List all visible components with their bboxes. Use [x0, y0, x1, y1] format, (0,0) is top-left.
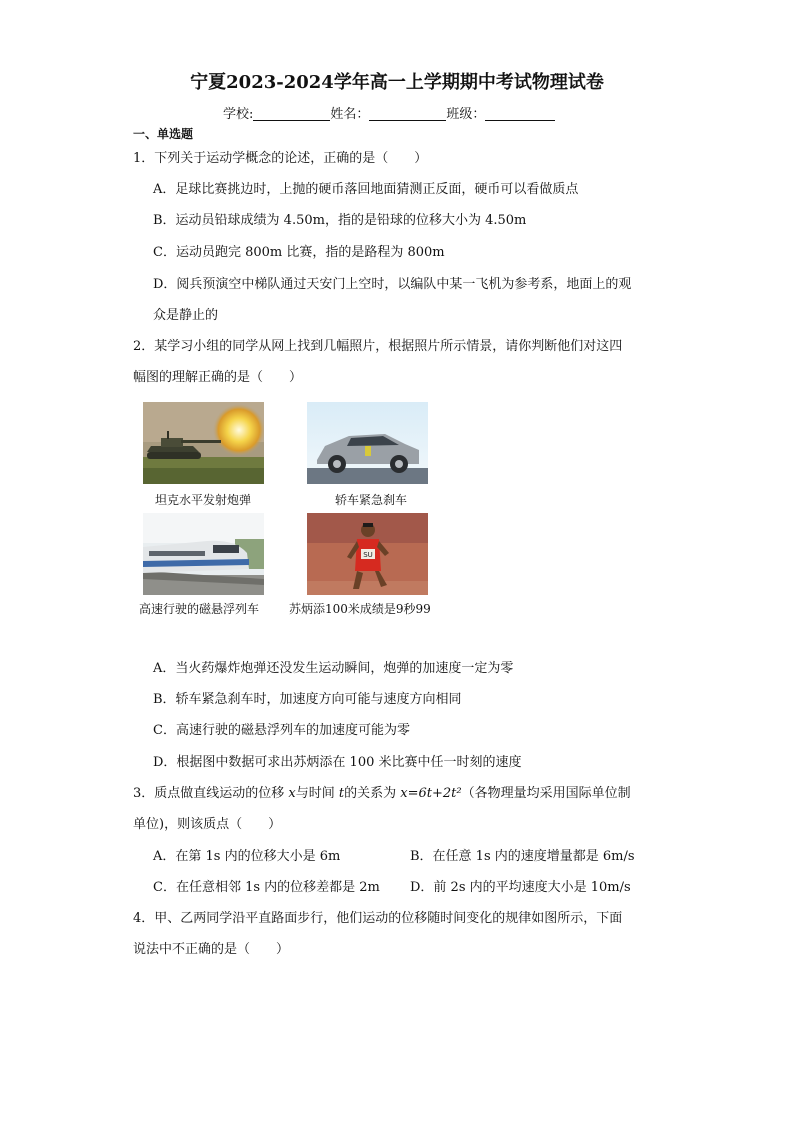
- school-label: 学校:: [223, 107, 254, 122]
- page-title: 宁夏2023-2024学年高一上学期期中考试物理试卷: [190, 72, 604, 93]
- bib-number: SU: [363, 551, 373, 559]
- q2-option-d: D．根据图中数据可求出苏炳添在 100 米比赛中任一时刻的速度: [153, 755, 522, 770]
- caption-tank: 坦克水平发射炮弹: [155, 493, 252, 507]
- q1-stem: 1．下列关于运动学概念的论述，正确的是（ ）: [133, 151, 428, 166]
- q3-stem-part: 的关系为: [344, 786, 401, 801]
- q2-option-b: B．轿车紧急刹车时，加速度方向可能与速度方向相同: [153, 692, 462, 707]
- section-heading: 一、单选题: [133, 127, 194, 141]
- q1-option-b: B．运动员铅球成绩为 4.50m，指的是铅球的位移大小为 4.50m: [153, 213, 527, 228]
- q3-stem: [133, 786, 631, 802]
- q1-option-a: A．足球比赛挑边时，上抛的硬币落回地面猜测正反面，硬币可以看做质点: [153, 182, 579, 197]
- student-info-line: [223, 103, 555, 122]
- q2-stem: 2．某学习小组的同学从网上找到几幅照片，根据照片所示情景，请你判断他们对这四: [133, 339, 623, 354]
- q3-stem-cont: 单位)，则该质点（ ）: [133, 817, 282, 832]
- q3-stem-part: 3．质点做直线运动的位移: [133, 786, 289, 801]
- q3-option-d: D．前 2s 内的平均速度大小是 10m/s: [410, 880, 631, 895]
- q1-option-c: C．运动员跑完 800m 比赛，指的是路程为 800m: [153, 245, 445, 260]
- q2-stem-cont: 幅图的理解正确的是（ ）: [133, 370, 303, 385]
- caption-maglev: 高速行驶的磁悬浮列车: [139, 602, 260, 616]
- q3-formula: x=6t+2t²: [400, 786, 462, 801]
- name-blank: [369, 106, 446, 121]
- school-blank: [253, 106, 330, 121]
- class-blank: [485, 106, 555, 121]
- q3-stem-part: （各物理量均采用国际单位制: [461, 786, 631, 801]
- q3-var-x: x: [288, 786, 296, 801]
- q3-option-c: C．在任意相邻 1s 内的位移差都是 2m: [153, 880, 380, 895]
- q3-option-a: A．在第 1s 内的位移大小是 6m: [153, 849, 341, 864]
- q1-option-d: D．阅兵预演空中梯队通过天安门上空时，以编队中某一飞机为参考系，地面上的观: [153, 277, 632, 292]
- maglev-photo: [143, 513, 264, 595]
- q2-option-c: C．高速行驶的磁悬浮列车的加速度可能为零: [153, 723, 410, 738]
- car-photo: [307, 402, 428, 484]
- q1-option-d-cont: 众是静止的: [153, 308, 219, 323]
- q3-stem-part: 与时间: [295, 786, 339, 801]
- caption-car: 轿车紧急刹车: [335, 493, 408, 507]
- q4-stem: 4．甲、乙两同学沿平直路面步行，他们运动的位移随时间变化的规律如图所示，下面: [133, 911, 623, 926]
- class-label: 班级：: [446, 107, 486, 122]
- q3-var-t: t: [338, 786, 345, 801]
- q2-option-a: A．当火药爆炸炮弹还没发生运动瞬间，炮弹的加速度一定为零: [153, 661, 514, 676]
- sprinter-photo: [307, 513, 428, 595]
- tank-photo: [143, 402, 264, 484]
- caption-sprinter: 苏炳添100米成绩是9秒99: [289, 602, 431, 616]
- q3-option-b: B．在任意 1s 内的速度增量都是 6m/s: [410, 849, 635, 864]
- q4-stem-cont: 说法中不正确的是（ ）: [133, 942, 290, 957]
- name-label: 姓名：: [330, 107, 370, 122]
